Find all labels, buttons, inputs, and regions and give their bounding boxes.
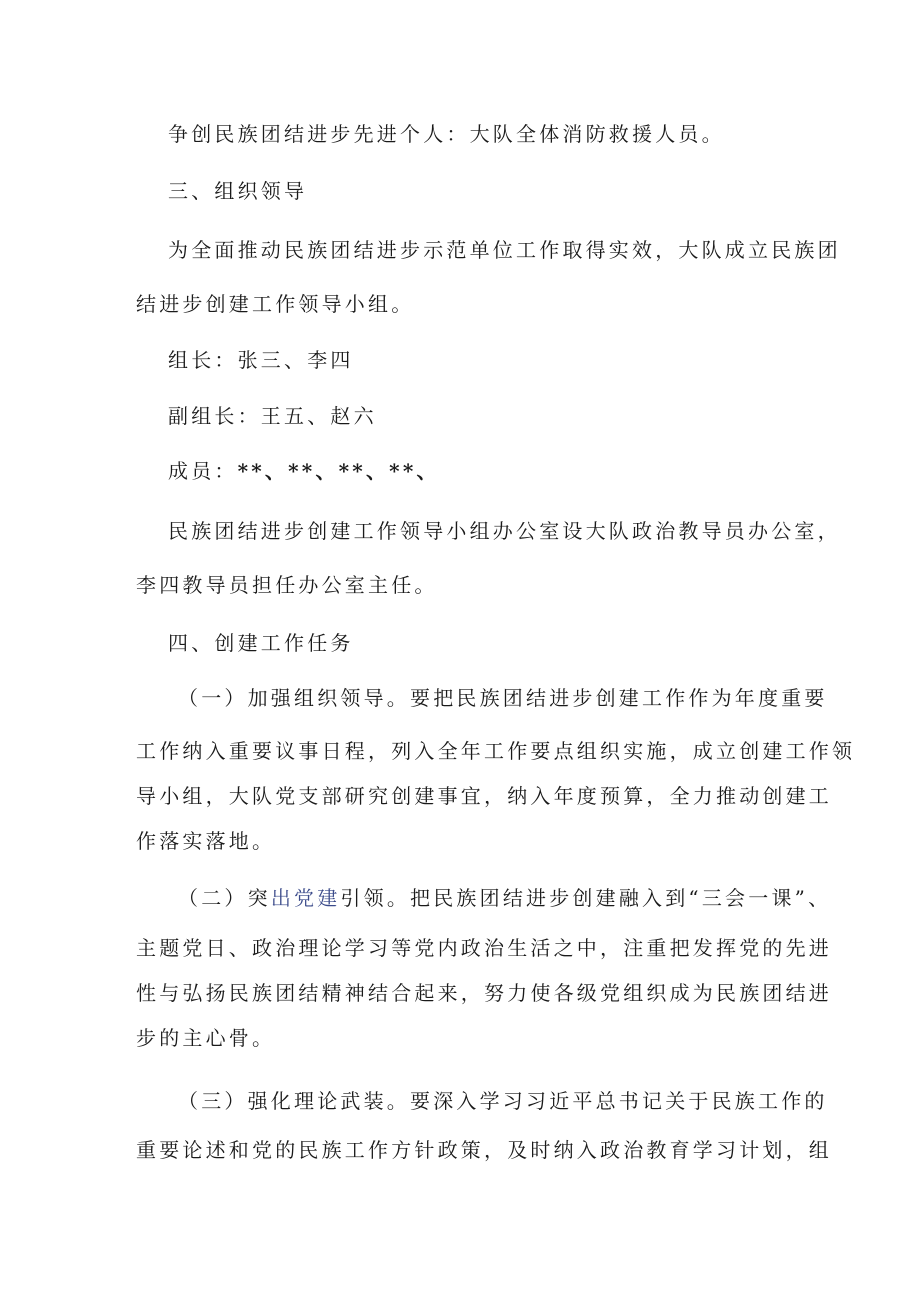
- section-heading-4: 四、创建工作任务: [168, 631, 354, 655]
- paragraph-leadership-line-1: 为全面推动民族团结进步示范单位工作取得实效，大队成立民族团: [168, 238, 841, 262]
- task-1-line-4: 作落实落地。: [136, 829, 276, 853]
- party-building-link[interactable]: 出党建: [270, 886, 341, 910]
- task-2-prefix: （二）突: [178, 886, 271, 910]
- members-line: [168, 459, 796, 483]
- members-placeholder: **、**、**、**、: [237, 459, 440, 483]
- task-1-line-3: 导小组，大队党支部研究创建事宜，纳入年度预算，全力推动创建工: [136, 784, 832, 808]
- task-3-line-2: 重要论述和党的民族工作方针政策，及时纳入政治教育学习计划，组: [136, 1138, 832, 1162]
- section-heading-3: 三、组织领导: [168, 179, 308, 203]
- task-2-line-2: 主题党日、政治理论学习等党内政治生活之中，注重把发挥党的先进: [136, 936, 832, 960]
- task-1-line-2: 工作纳入重要议事日程，列入全年工作要点组织实施，成立创建工作领: [136, 739, 856, 763]
- paragraph-office-line-1: 民族团结进步创建工作领导小组办公室设大队政治教导员办公室，: [168, 519, 841, 543]
- task-3-line-1: （三）强化理论武装。要深入学习习近平总书记关于民族工作的: [178, 1089, 828, 1113]
- task-2-line-4: 步的主心骨。: [136, 1026, 276, 1050]
- task-2-rest: 引领。把民族团结进步创建融入到“三会一课”、: [340, 886, 832, 910]
- task-1-line-1: （一）加强组织领导。要把民族团结进步创建工作作为年度重要: [178, 686, 828, 710]
- task-2-line-1: [178, 886, 838, 910]
- paragraph-advanced-individuals: 争创民族团结进步先进个人：大队全体消防救援人员。: [168, 122, 725, 146]
- task-2-line-3: 性与弘扬民族团结精神结合起来，努力使各级党组织成为民族团结进: [136, 981, 832, 1005]
- paragraph-leadership-line-2: 结进步创建工作领导小组。: [136, 292, 415, 316]
- group-leader-line: 组长：张三、李四: [168, 348, 354, 372]
- deputy-leader-line: 副组长：王五、赵六: [168, 404, 377, 428]
- members-label: 成员：: [168, 459, 238, 483]
- paragraph-office-line-2: 李四教导员担任办公室主任。: [136, 573, 438, 597]
